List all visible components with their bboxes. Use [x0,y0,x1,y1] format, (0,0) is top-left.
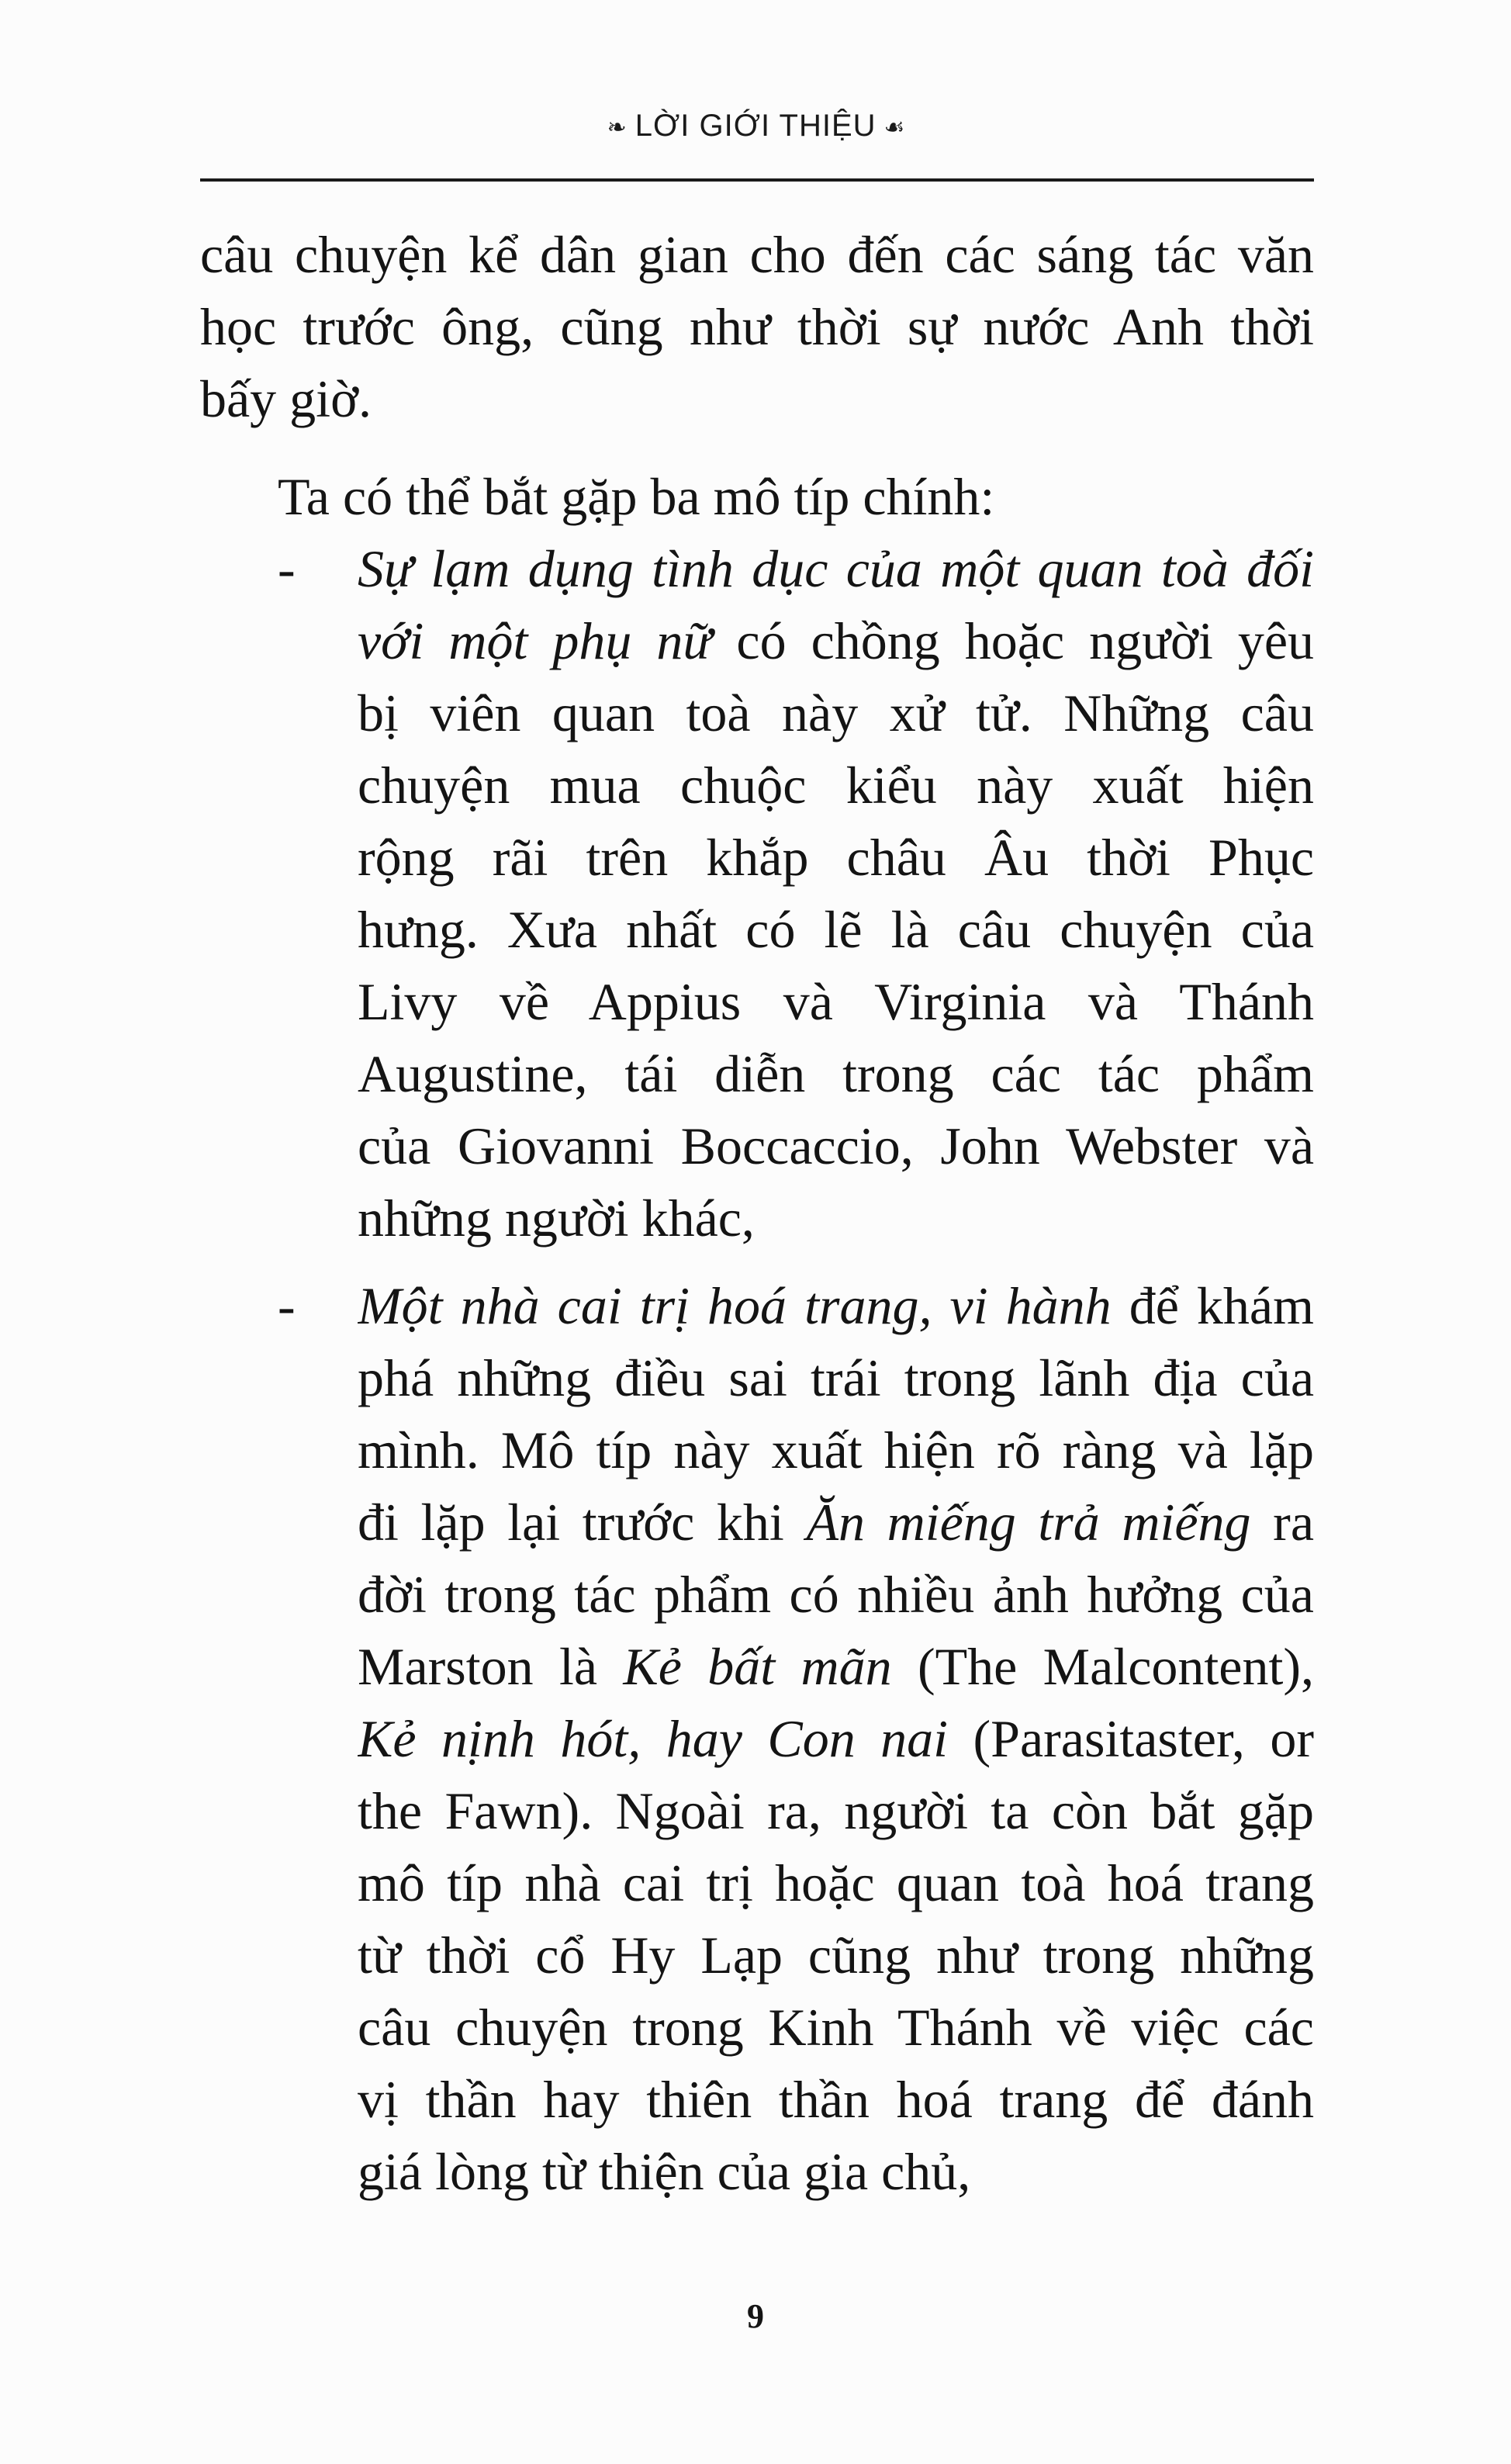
italic-text: Một nhà cai trị hoá trang, vi hành [358,1276,1112,1335]
text-line: học trước ông, cũng như thời sự nước Anh thời [200,297,1314,356]
text-line: Livy về Appius và Virginia và Thánh [358,972,1314,1031]
italic-text: Kẻ bất mãn [623,1637,892,1696]
text-line: bấy giờ. [200,369,372,428]
text-line: the Fawn). Ngoài ra, người ta còn bắt gặp [358,1781,1314,1840]
text-line: từ thời cổ Hy Lạp cũng như trong những [358,1926,1314,1985]
italic-text: Sự lạm dụng tình dục của một quan toà đối [358,539,1314,598]
text-line [358,1270,1314,1342]
text-line [358,1486,1314,1559]
dash-bullet: - [278,1276,296,1335]
text-span: ra [1250,1493,1314,1552]
text-line: mô típ nhà cai trị hoặc quan toà hoá trang [358,1853,1314,1912]
text-line: rộng rãi trên khắp châu Âu thời Phục [358,828,1314,887]
italic-text: Ăn miếng trả miếng [806,1493,1251,1552]
italic-text: Kẻ nịnh hót, hay Con nai [358,1709,949,1768]
text-line: đời trong tác phẩm có nhiều ảnh hưởng của [358,1565,1314,1624]
text-span: để khám [1111,1276,1314,1335]
running-header [194,109,1319,144]
text-line: bị viên quan toà này xử tử. Những câu [358,683,1314,742]
text-span: Marston là [358,1637,624,1696]
left-ornament-icon: ❧ [607,114,628,140]
right-ornament-icon: ☙ [883,114,906,140]
text-line: giá lòng từ thiện của gia chủ, [358,2142,971,2201]
text-line: mình. Mô típ này xuất hiện rõ ràng và lặp [358,1421,1314,1479]
text-line: câu chuyện kể dân gian cho đến các sáng tác văn [200,225,1314,284]
bullet-item-1 [200,533,1314,1254]
text-span: (Parasitaster, or [948,1709,1314,1768]
text-span: đi lặp lại trước khi [358,1493,807,1552]
text-line: vị thần hay thiên thần hoá trang để đánh [358,2070,1314,2129]
text-line: những người khác, [358,1189,755,1248]
header-rule [200,178,1314,182]
text-line: của Giovanni Boccaccio, John Webster và [358,1116,1314,1175]
text-line: phá những điều sai trái trong lãnh địa của [358,1348,1314,1407]
text-line: chuyện mua chuộc kiểu này xuất hiện [358,756,1314,815]
text-span: (The Malcontent), [891,1637,1314,1696]
bullet-item-2 [200,1270,1314,2208]
text-line: câu chuyện trong Kinh Thánh về việc các [358,1998,1314,2057]
text-line: hưng. Xưa nhất có lẽ là câu chuyện của [358,900,1314,959]
text-line [358,533,1314,605]
italic-text: với một phụ nữ [358,611,712,670]
text-line [358,605,1314,677]
text-line [358,1703,1314,1775]
page-number: 9 [747,2297,764,2335]
text-span: có chồng hoặc người yêu [711,611,1314,670]
intro-paragraph: Ta có thể bắt gặp ba mô típ chính: [278,467,995,526]
header-title: LỜI GIỚI THIỆU [634,109,877,143]
page-body [200,219,1314,2208]
text-line: Augustine, tái diễn trong các tác phẩm [358,1044,1314,1103]
text-line [358,1631,1314,1703]
paragraph-continuation [200,219,1314,435]
dash-bullet: - [278,539,296,598]
